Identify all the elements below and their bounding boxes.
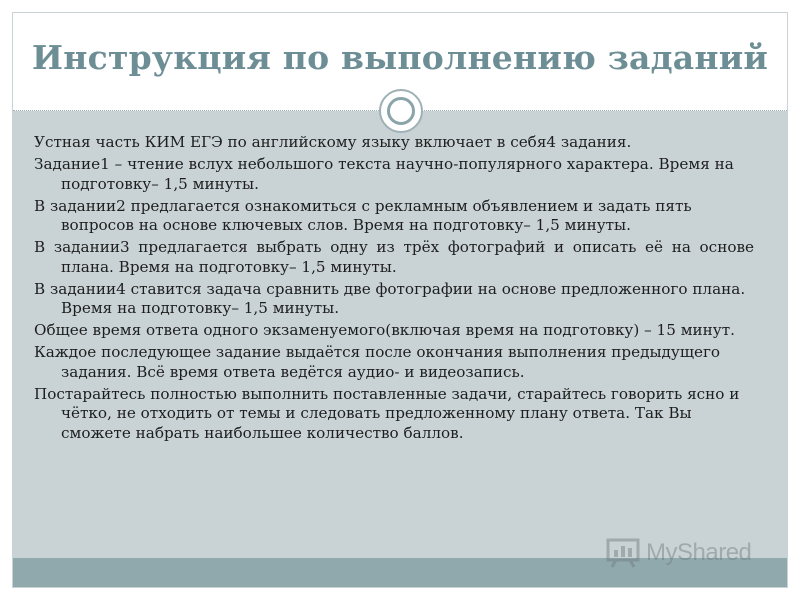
paragraph: Общее время ответа одного экзаменуемого(включая время на подготовку) – 15 минут.: [34, 321, 735, 339]
paragraph: В задании4 ставится задача сравнить две фотографии на основе предложенного плана. Время на подготовку– 1,5 минуты.: [34, 279, 746, 317]
presentation-board-icon: [606, 538, 640, 568]
decorative-circle-icon: [379, 89, 423, 133]
paragraph: Устная часть КИМ ЕГЭ по английскому языку включает в себя4 задания.: [34, 133, 632, 151]
slide-title: Инструкция по выполнению заданий: [31, 38, 769, 77]
watermark: [606, 536, 751, 570]
paragraph: В задании2 предлагается ознакомиться с рекламным объявлением и задать пять вопросов на основе ключевых слов. Время на подготовку– 1,5 минуты.: [34, 196, 692, 234]
paragraph: Постарайтесь полностью выполнить поставленные задачи, старайтесь говорить ясно и чётко, не отходить от темы и следовать предложенному плану ответа. Так Вы сможете набрать наибольшее количество баллов.: [34, 384, 740, 442]
instruction-text: [34, 133, 754, 446]
paragraph: В задании3 предлагается выбрать одну из трёх фотографий и описать её на основе плана. Время на подготовку– 1,5 минуты.: [34, 238, 754, 276]
watermark-text: MyShared: [646, 539, 752, 566]
paragraph: Задание1 – чтение вслух небольшого текста научно-популярного характера. Время на подготовку– 1,5 минуты.: [34, 155, 734, 193]
decorative-inner-circle: [387, 97, 415, 125]
paragraph: Каждое последующее задание выдаётся после окончания выполнения предыдущего задания. Всё время ответа ведётся аудио- и видеозапись.: [34, 343, 721, 381]
